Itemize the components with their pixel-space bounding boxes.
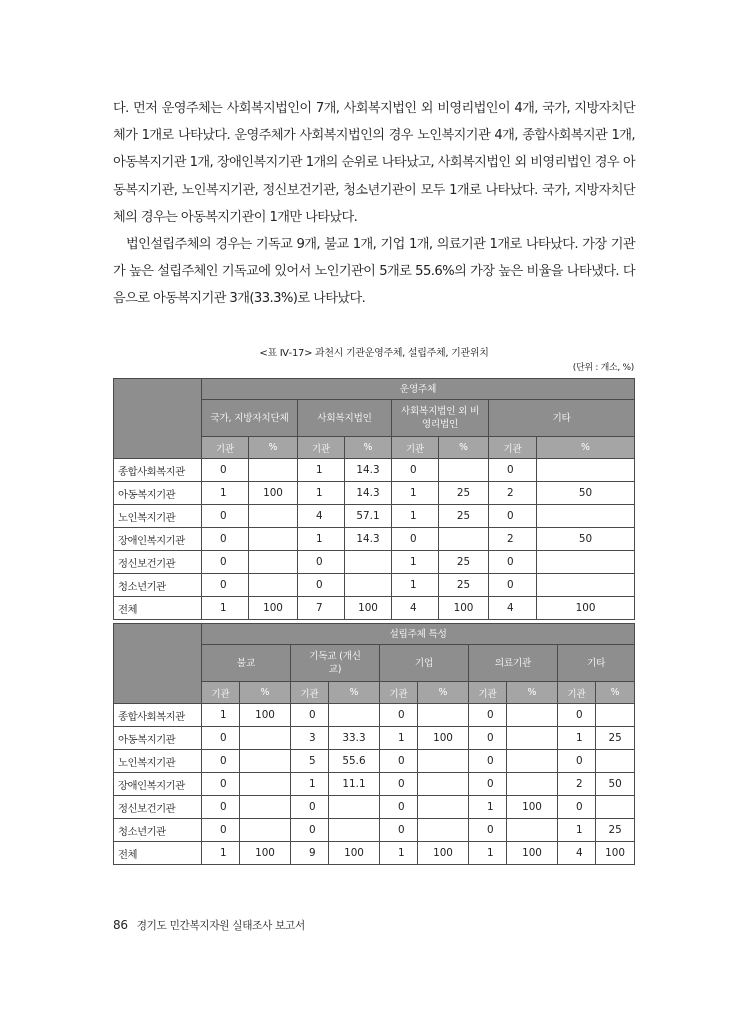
percent-cell [507,704,558,727]
count-cell: 0 [469,819,507,842]
table-row [114,773,635,796]
percent-cell: 14.3 [345,459,392,482]
count-cell: 3 [291,727,329,750]
group-header: 설립주체 특성 [202,624,635,645]
sub-header: 기관 [298,437,345,459]
sub-header: 기관 [489,437,537,459]
count-cell: 4 [298,505,345,528]
row-label: 종합사회복지관 [114,704,202,727]
percent-cell [418,750,469,773]
percent-cell [507,750,558,773]
count-cell: 0 [489,574,537,597]
count-cell: 0 [202,459,249,482]
percent-cell [240,796,291,819]
percent-cell [418,704,469,727]
percent-cell [418,796,469,819]
table-row [114,482,635,505]
percent-cell [537,551,635,574]
sub-header: % [537,437,635,459]
count-cell: 0 [202,505,249,528]
count-cell: 0 [558,796,596,819]
count-cell: 1 [392,482,439,505]
count-cell: 0 [298,551,345,574]
count-cell: 1 [469,796,507,819]
count-cell: 0 [380,750,418,773]
row-label: 정신보건기관 [114,796,202,819]
percent-cell: 100 [537,597,635,620]
percent-cell [418,773,469,796]
sub-header: % [329,682,380,704]
count-cell: 0 [489,505,537,528]
count-cell: 9 [291,842,329,865]
table-row [114,842,635,865]
blank-corner [114,624,202,704]
percent-cell: 100 [507,842,558,865]
table-row [114,750,635,773]
percent-cell: 25 [439,482,489,505]
col-header: 사회복지법인 [298,400,392,437]
count-cell: 2 [489,482,537,505]
table-row [114,796,635,819]
sub-header: % [249,437,298,459]
sub-header: 기관 [380,682,418,704]
percent-cell [329,796,380,819]
count-cell: 1 [558,727,596,750]
percent-cell: 100 [345,597,392,620]
percent-cell [418,819,469,842]
count-cell: 0 [469,727,507,750]
row-label: 정신보건기관 [114,551,202,574]
page-footer [113,918,305,933]
percent-cell [596,704,635,727]
sub-header: % [418,682,469,704]
sub-header: 기관 [392,437,439,459]
col-header: 사회복지법인 외 비영리법인 [392,400,489,437]
count-cell: 0 [202,819,240,842]
percent-cell [537,505,635,528]
percent-cell: 50 [537,482,635,505]
count-cell: 1 [202,597,249,620]
percent-cell [507,773,558,796]
percent-cell [249,505,298,528]
percent-cell [249,574,298,597]
percent-cell [240,773,291,796]
percent-cell [240,750,291,773]
percent-cell: 33.3 [329,727,380,750]
count-cell: 4 [392,597,439,620]
count-cell: 0 [202,574,249,597]
count-cell: 1 [298,528,345,551]
count-cell: 1 [558,819,596,842]
count-cell: 1 [469,842,507,865]
col-header: 불교 [202,645,291,682]
count-cell: 0 [469,704,507,727]
count-cell: 5 [291,750,329,773]
percent-cell [329,819,380,842]
percent-cell [596,750,635,773]
percent-cell [345,551,392,574]
table-row [114,819,635,842]
count-cell: 0 [392,459,439,482]
count-cell: 1 [392,574,439,597]
sub-header: % [240,682,291,704]
table-row [114,704,635,727]
count-cell: 1 [298,482,345,505]
count-cell: 4 [558,842,596,865]
count-cell: 0 [291,796,329,819]
percent-cell: 25 [439,574,489,597]
percent-cell: 100 [507,796,558,819]
count-cell: 0 [291,819,329,842]
row-label: 노인복지기관 [114,505,202,528]
percent-cell: 100 [240,704,291,727]
count-cell: 0 [489,459,537,482]
percent-cell: 14.3 [345,528,392,551]
percent-cell [240,819,291,842]
sub-header: 기관 [558,682,596,704]
percent-cell [439,528,489,551]
count-cell: 0 [380,773,418,796]
percent-cell [537,574,635,597]
percent-cell [439,459,489,482]
percent-cell [249,528,298,551]
percent-cell [240,727,291,750]
count-cell: 0 [202,773,240,796]
col-header: 국가, 지방자치단체 [202,400,298,437]
percent-cell: 100 [418,727,469,750]
percent-cell: 25 [439,505,489,528]
row-label: 청소년기관 [114,574,202,597]
sub-header: 기관 [202,437,249,459]
count-cell: 1 [380,842,418,865]
count-cell: 0 [298,574,345,597]
group-header: 운영주체 [202,379,635,400]
count-cell: 0 [558,750,596,773]
count-cell: 0 [469,773,507,796]
count-cell: 7 [298,597,345,620]
count-cell: 1 [392,505,439,528]
percent-cell: 57.1 [345,505,392,528]
count-cell: 4 [489,597,537,620]
sub-header: 기관 [469,682,507,704]
percent-cell: 14.3 [345,482,392,505]
percent-cell: 100 [249,597,298,620]
table-row [114,459,635,482]
report-title: 경기도 민간복지자원 실태조사 보고서 [136,920,305,932]
percent-cell [329,704,380,727]
table-row [114,528,635,551]
table-caption: <표 Ⅳ-17> 과천시 기관운영주체, 설립주체, 기관위치 [259,348,489,359]
table-row [114,574,635,597]
body-paragraph-1 [113,95,635,231]
count-cell: 1 [291,773,329,796]
count-cell: 0 [291,704,329,727]
percent-cell [249,551,298,574]
paragraph-text: 법인설립주체의 경우는 기독교 9개, 불교 1개, 기업 1개, 의료기관 1개로 나타났다. 가장 기관가 높은 설립주체인 기독교에 있어서 노인기관이 5개로 55.6%의 가장 높은 비율을 나타냈다. 다음으로 아동복지기관 3개(33.3%)로 나타났다. [113,237,635,307]
row-label: 장애인복지기관 [114,773,202,796]
count-cell: 0 [380,819,418,842]
row-label: 아동복지기관 [114,482,202,505]
row-label: 청소년기관 [114,819,202,842]
count-cell: 1 [202,842,240,865]
body-paragraph-2 [113,231,635,313]
table-row [114,727,635,750]
paragraph-text: 다. 먼저 운영주체는 사회복지법인이 7개, 사회복지법인 외 비영리법인이 4개, 국가, 지방자치단체가 1개로 나타났다. 운영주체가 사회복지법인의 경우 노인복지기관 4개, 종합사회복지관 1개, 아동복지기관 1개, 장애인복지기관 1개의 순위로 나타났고, 사회복지법인 외 비영리법인 경우 아동복지기관, 노인복지기관, 정신보건기관, 청소년기관이 모두 1개로 나타났다. 국가, 지방자치단체의 경우는 아동복지기관이 1개만 나타났다. [113,101,635,225]
sub-header: 기관 [291,682,329,704]
count-cell: 2 [489,528,537,551]
percent-cell: 50 [596,773,635,796]
count-cell: 1 [298,459,345,482]
col-header: 기독교 (개신교) [291,645,380,682]
count-cell: 1 [202,704,240,727]
percent-cell: 100 [329,842,380,865]
percent-cell: 100 [240,842,291,865]
percent-cell: 25 [439,551,489,574]
col-header: 의료기관 [469,645,558,682]
count-cell: 1 [202,482,249,505]
page-number: 86 [113,918,128,932]
percent-cell [507,819,558,842]
row-label: 장애인복지기관 [114,528,202,551]
table-unit: (단위 : 개소, %) [572,363,634,373]
percent-cell [537,459,635,482]
count-cell: 0 [202,528,249,551]
count-cell: 0 [202,750,240,773]
percent-cell: 25 [596,819,635,842]
sub-header: % [507,682,558,704]
col-header: 기타 [558,645,635,682]
percent-cell: 100 [439,597,489,620]
sub-header: % [439,437,489,459]
count-cell: 0 [202,796,240,819]
sub-header: % [345,437,392,459]
count-cell: 1 [392,551,439,574]
count-cell: 2 [558,773,596,796]
percent-cell: 11.1 [329,773,380,796]
sub-header: % [596,682,635,704]
count-cell: 0 [489,551,537,574]
percent-cell: 50 [537,528,635,551]
table-row [114,505,635,528]
count-cell: 0 [392,528,439,551]
count-cell: 0 [380,796,418,819]
row-label: 아동복지기관 [114,727,202,750]
count-cell: 0 [558,704,596,727]
sub-header: 기관 [202,682,240,704]
percent-cell: 100 [596,842,635,865]
operating-entity-table [113,378,635,620]
percent-cell [596,796,635,819]
blank-corner [114,379,202,459]
row-label: 종합사회복지관 [114,459,202,482]
table-row [114,597,635,620]
percent-cell: 55.6 [329,750,380,773]
count-cell: 0 [202,727,240,750]
percent-cell: 25 [596,727,635,750]
row-label: 전체 [114,597,202,620]
col-header: 기업 [380,645,469,682]
percent-cell [249,459,298,482]
count-cell: 0 [469,750,507,773]
table-row [114,551,635,574]
percent-cell [507,727,558,750]
row-label: 전체 [114,842,202,865]
count-cell: 0 [380,704,418,727]
count-cell: 0 [202,551,249,574]
row-label: 노인복지기관 [114,750,202,773]
col-header: 기타 [489,400,635,437]
count-cell: 1 [380,727,418,750]
percent-cell: 100 [418,842,469,865]
percent-cell: 100 [249,482,298,505]
percent-cell [345,574,392,597]
founding-entity-table [113,623,635,865]
